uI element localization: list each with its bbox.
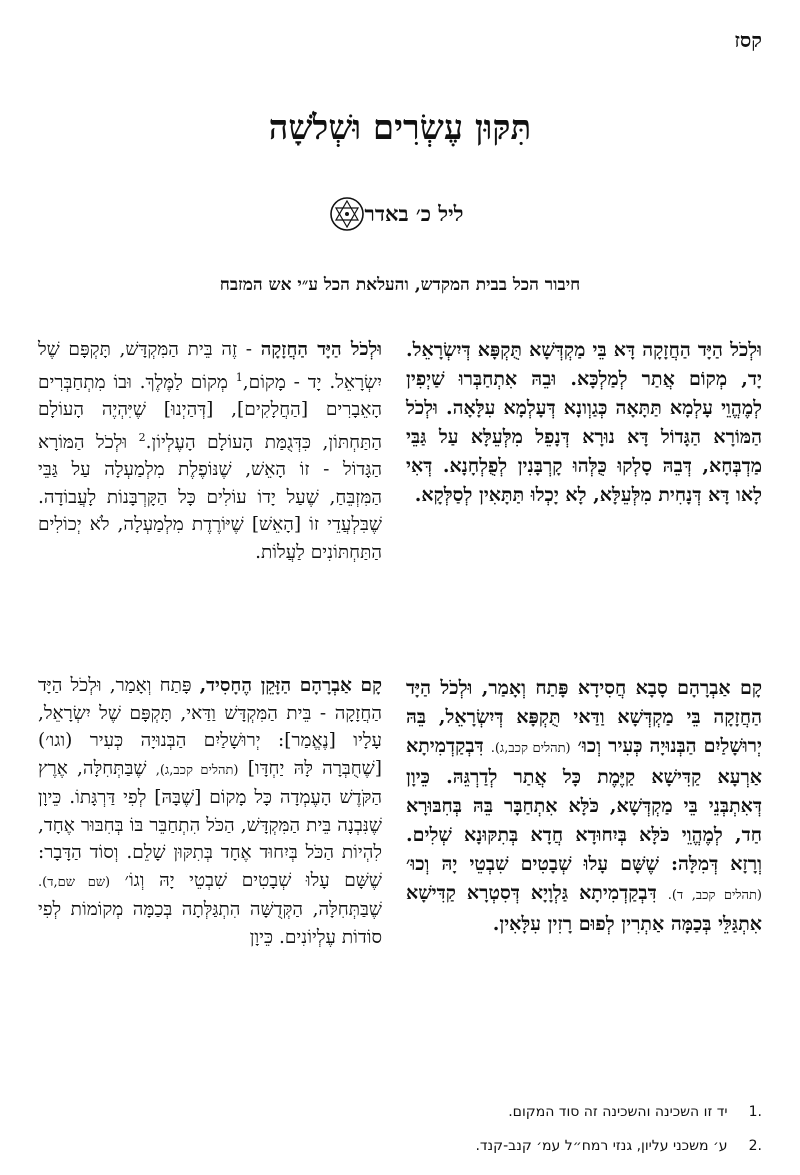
aramaic-text-part: דִּבְקַדְמִיתָא אַרְעָא קַדִּישָׁא קַיֶּמֶת כָּל אֲתַר לְדַרְגֵּהּ. כֵּיוָן דְּאִתְבְּנֵי בֵּי מַקְדְּשָׁא, כֹּלָּא אִתְחַבָּר בֵּהּ בְּחִבּוּרָא חַד, לְמֶהֱוֵי כֹּלָּא בְּיִחוּדָא חֲדָא בְּתִקּוּנָא שְׁלִים. וְרָזָא דְּמִלָּה: שֶׁשָּׁם עָלוּ שְׁבָטִים שִׁבְטֵי יָהּ וְכוּ׳ — [406, 735, 762, 875]
star-emblem-icon — [329, 196, 365, 232]
footnote-number: .1 — [748, 1104, 762, 1120]
section-subtitle — [0, 196, 800, 232]
hebrew-text-part: שֶׁבַּתְּחִלָּה, אֶרֶץ הַקֹּדֶשׁ הָעֶמְדָה כָּל מָקוֹם [שֶׁבָּהּ] לְפִי דַּרְגָּתוֹ. כֵּיוָן שֶׁנִּבְנָה בֵּית הַמִּקְדָּשׁ, הַכֹּל הִתְחַבֵּר בּוֹ בְּחִבּוּר אֶחָד, לִהְיוֹת הַכֹּל בְּיִחוּד אֶחָד בְּתִקּוּן שָׁלֵם. וְסוֹד הַדָּבָר: שֶׁשָּׁם עָלוּ שְׁבָטִים שִׁבְטֵי יָהּ וְגוֹ׳ — [38, 757, 382, 891]
hebrew-text-part: וּלְכֹל הַמּוֹרָא הַגָּדוֹל - זוֹ הָאֵשׁ, שֶׁנּוֹפֶלֶת מִלְמַעְלָה עַל גַּבֵּי הַמִּזְבֵּחַ, שֶׁעַל יָדוֹ עוֹלִים כָּל הַקָּרְבָּנוֹת לָעֲבוֹדָה. שֶׁבִּלְעֲדֵי זוֹ [הָאֵשׁ] שֶׁיּוֹרֶדֶת מִלְמַעְלָה, לֹא יְכוֹלִים הַתַּחְתּוֹנִים לַעֲלוֹת. — [38, 431, 382, 563]
section-topic: חיבור הכל בבית המקדש, והעלאת הכל ע״י אש המזבח — [219, 275, 581, 295]
aramaic-paragraph-1: וּלְכֹל הַיָּד הַחֲזָקָה דָּא בֵּי מַקְדְּשָׁא תֻּקְפָּא דְּיִשְׂרָאֵל. יָד, מְקוֹם אֲתַר לְמַלְכָּא. וּבֵהּ אִתְחַבְּרוּ שַׁיְפִין לְמֶהֱוֵי עָלְמָא תַּתָּאָה כְּגַוְונָא דְּעָלְמָא עִלָּאָה. וּלְכֹל הַמּוֹרָא הַגָּדוֹל דָּא נוּרָא דְּנָפֵל מִלְּעֵלָּא עַל גַּבֵּי מַדְבְּחָא, דְּבֵהּ סָלְקוּ כֻּלְּהוּ קָרְבָּנִין לְפֻלְחָנָא. דְּאִי לָאו דָּא דְּנָחִית מִלְּעֵלָּא, לָא יָכְלוּ תַּתָּאִין לְסַלְּקָא. — [406, 339, 762, 506]
aramaic-paragraph-2 — [406, 674, 762, 939]
hebrew-text-part: מְקוֹם לַמֶּלֶךְ. וּבוֹ מִתְחַבְּרִים הָאֵבָרִים [הַחֲלָקִים], [דְּהַיְנוּ] שֶׁיִּהְיֶה הָעוֹלָם הַתַּחְתּוֹן, כִּדְּגֻמַּת הָעוֹלָם הָעֶלְיוֹן. — [38, 371, 382, 453]
footnote-text: יד זו השכינה והשכינה זה סוד המקום. — [508, 1104, 728, 1120]
aramaic-citation: (תהלים קכב,ג). — [490, 741, 571, 756]
footnote-2 — [38, 1138, 762, 1154]
footnote-ref-2: 2 — [138, 430, 146, 444]
footnote-1 — [38, 1104, 762, 1120]
hebrew-opening-words: וּלְכֹל הַיָּד הַחֲזָקָה — [260, 339, 382, 360]
hebrew-opening-words: קָם אַבְרָהָם הַזָּקֵן הֶחָסִיד, — [199, 675, 382, 696]
hebrew-citation: (תהלים קכב,ג), — [155, 762, 239, 778]
page-title: תִּקּוּן עֶשְׂרִים וּשְׁלֹשָׁה — [268, 108, 532, 148]
footnote-number: .2 — [748, 1138, 762, 1154]
aramaic-citation: (תהלים קכב, ד). — [667, 888, 762, 903]
footnote-ref-1: 1 — [235, 370, 243, 384]
hebrew-paragraph-2 — [38, 672, 382, 951]
page-number: קסז — [734, 28, 762, 52]
hebrew-text-part: - זֶה בֵּית הַמִּקְדָּשׁ, תָּקְפָּם שֶׁל יִשְׂרָאֵל. יָד - מָקוֹם, — [38, 339, 382, 393]
hebrew-text-part: שֶׁבַּתְּחִלָּה, הַקְּדֻשָּׁה הִתְגַּלְּתָה בְּכַמָּה מְקוֹמוֹת לְפִי סוֹדוֹת עֶלְיוֹנִים. כֵּיוָן — [38, 899, 382, 948]
aramaic-text-part: וּלְכֹל הַיָּד הַחֲזָקָה בֵּי מַקְדְּשָׁא וַדַּאי תֻּקְפָּא דְּיִשְׂרָאֵל, בֵּהּ יְרוּשָׁלַיִם הַבְּנוּיָה כְּעִיר וְכוּ׳ — [406, 677, 763, 757]
hebrew-text-part: פָּתַח וְאָמַר, וּלְכֹל הַיָּד הַחֲזָקָה - בֵּית הַמִּקְדָּשׁ וַדַּאי, תָּקְפָּם שֶׁל יִשְׂרָאֵל, עָלָיו [נֶאֱמַר]: יְרוּשָׁלַיִם הַבְּנוּיָה כְּעִיר (וגו׳) [שֶׁחֻבְּרָה לָּהּ יַחְדָּו] — [38, 675, 382, 779]
aramaic-text-part: דִּבְקַדְמִיתָא גַּלְוָיָא דְּסִטְרָא קַדִּישָׁא אִתְגַּלֵּי בְּכַמָּה אַתְרִין לְפוּם רָזִין עִלָּאִין. — [406, 882, 762, 935]
hebrew-paragraph-1 — [38, 336, 382, 566]
subtitle-text: ליל כ׳ באדר — [364, 201, 464, 226]
hebrew-citation: (שם שם,ד). — [38, 874, 111, 890]
aramaic-opening-words: קָם אַבְרָהָם סָבָא חֲסִידָא פָּתַח וְאָמַר, — [481, 677, 762, 699]
footnote-text: ע׳ משכני עליון, גנזי רמח״ל עמ׳ קנב-קנד. — [475, 1138, 728, 1154]
